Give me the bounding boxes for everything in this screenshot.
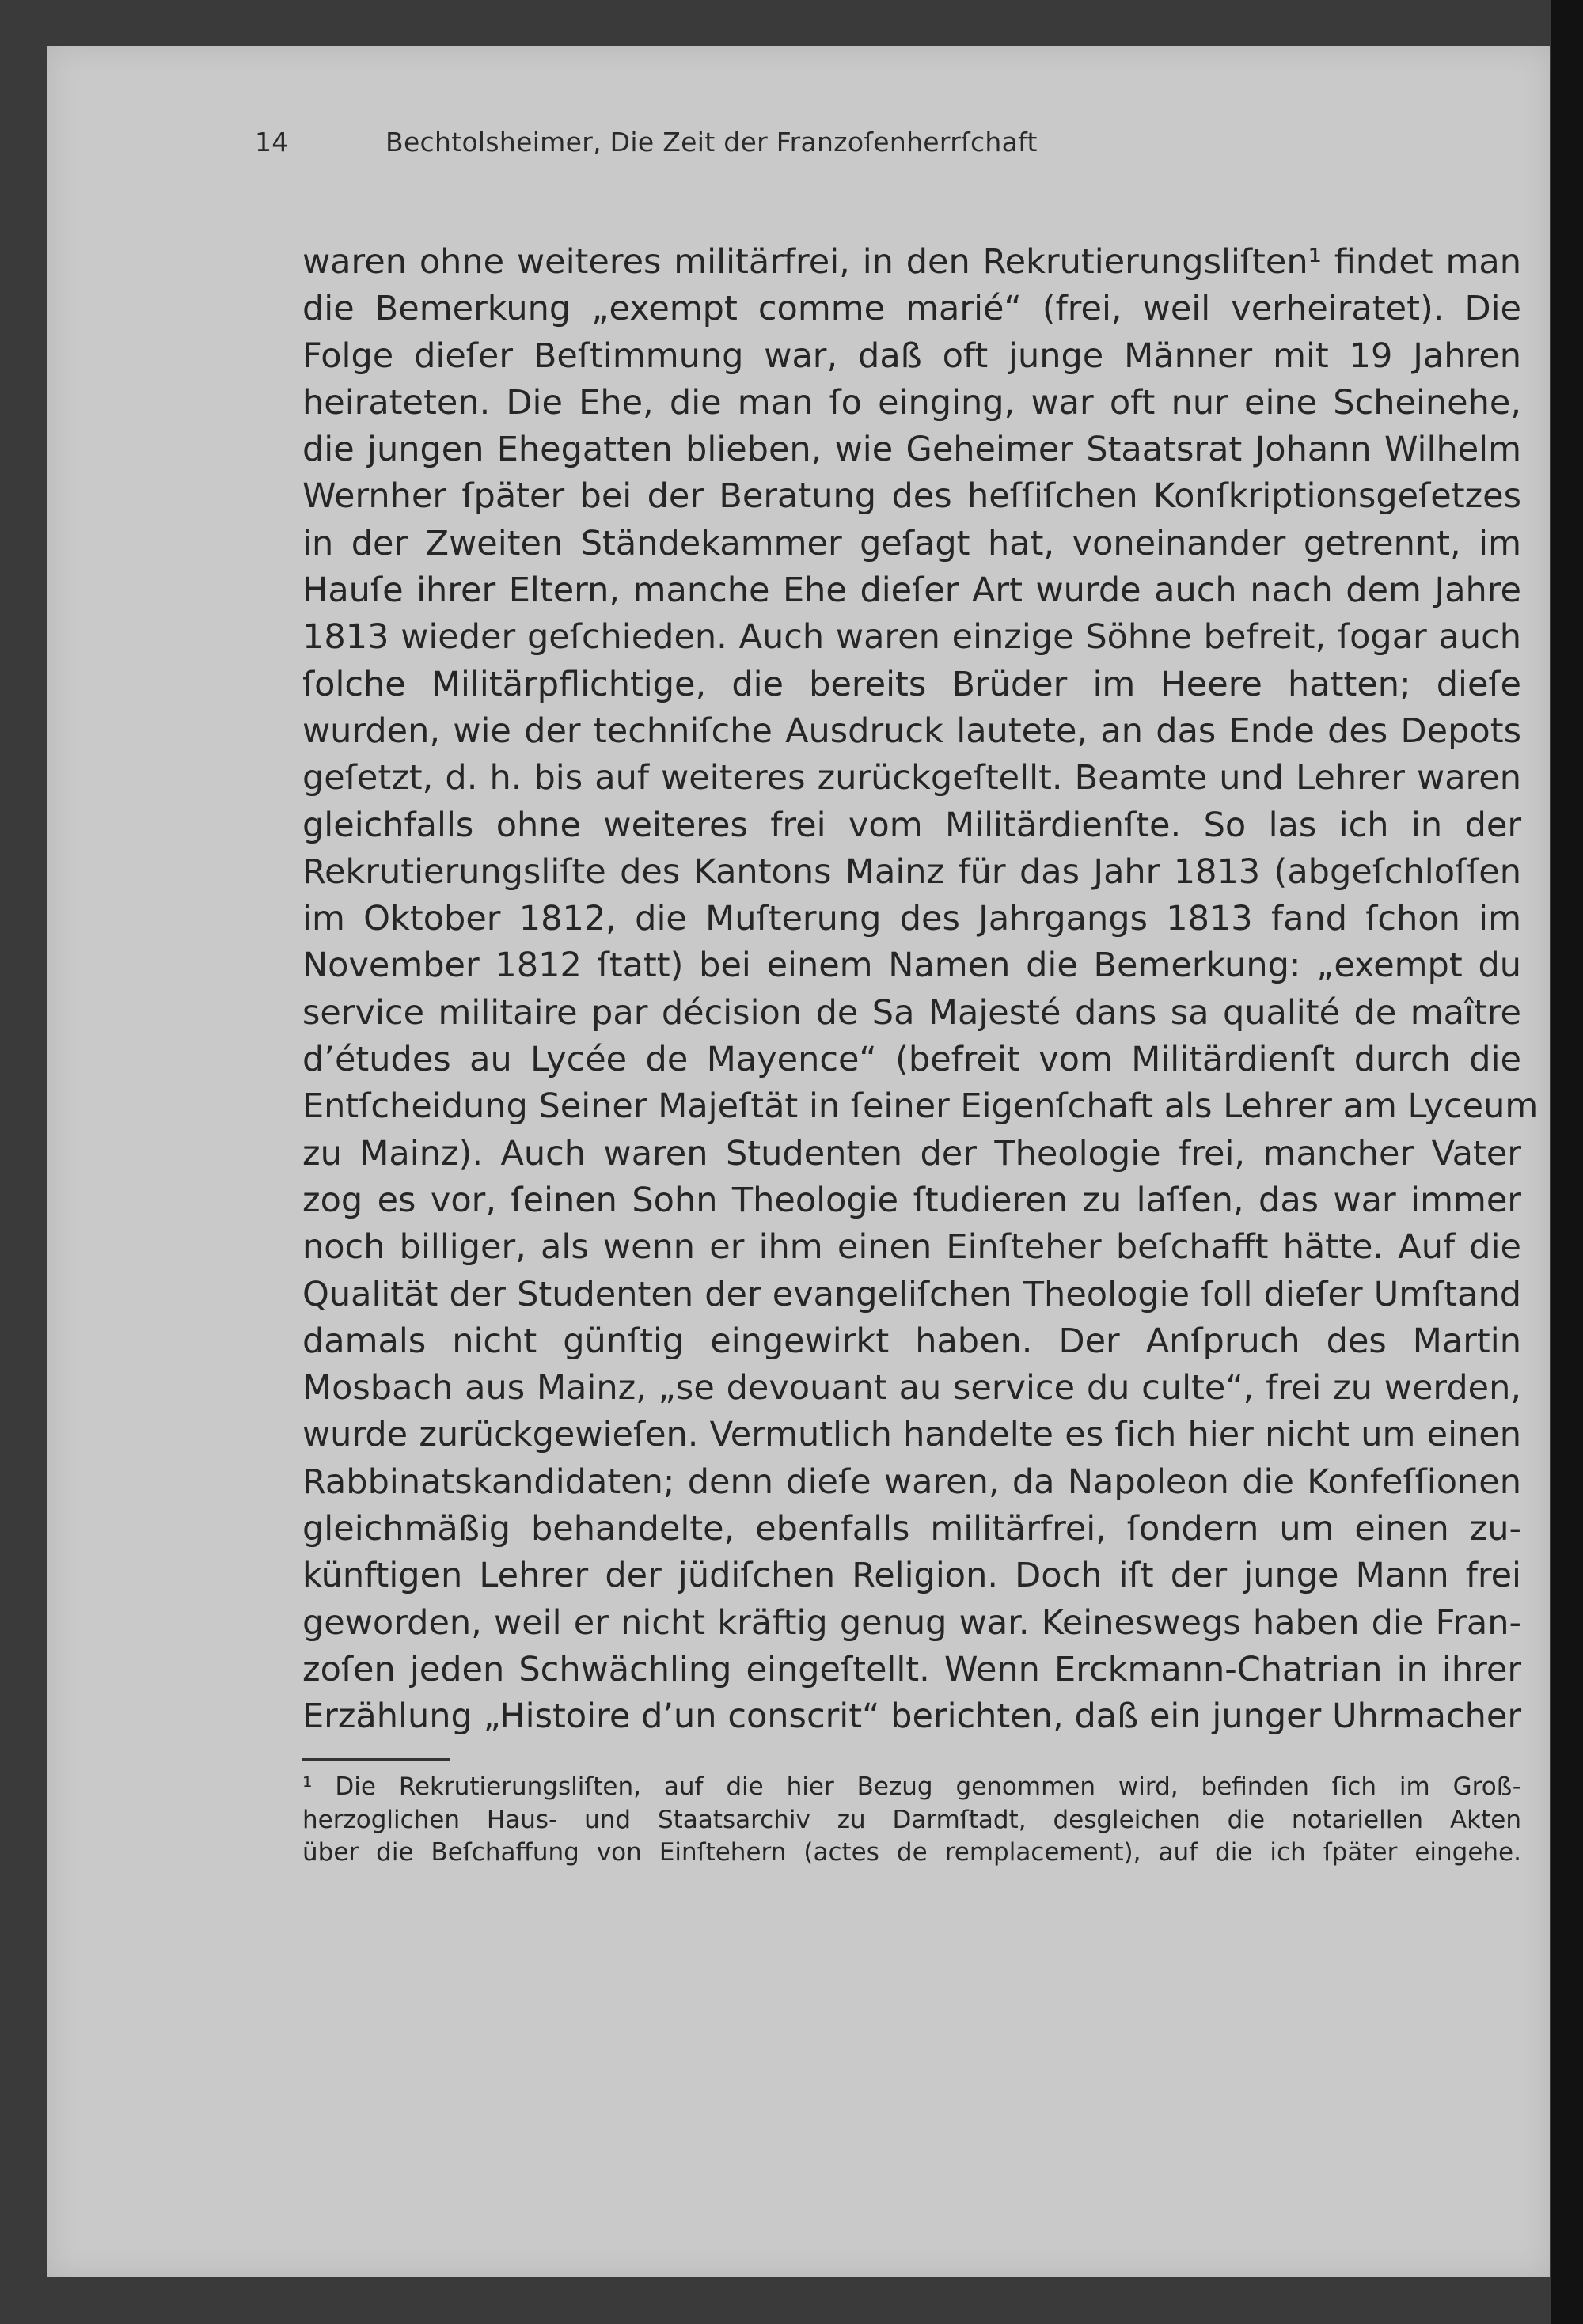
text-line: die Bemerkung „exempt comme marié“ (frei, weil verheiratet). Die: [302, 289, 1521, 329]
text-line: noch billiger, als wenn er ihm einen Einſteher beſchafft hätte. Auf die: [302, 1227, 1521, 1268]
footnote: [302, 1771, 1521, 1870]
text-line: geſetzt, d. h. bis auf weiteres zurückgeſtellt. Beamte und Lehrer waren: [302, 758, 1521, 798]
footnote-line: ¹ Die Rekrutierungsliſten, auf die hier Bezug genommen wird, befinden ſich im Groß-: [302, 1772, 1521, 1801]
text-line: service militaire par décision de Sa Majesté dans sa qualité de maître: [302, 992, 1521, 1033]
text-line: Hauſe ihrer Eltern, manche Ehe dieſer Art wurde auch nach dem Jahre: [302, 571, 1521, 611]
text-line: die jungen Ehegatten blieben, wie Geheimer Staatsrat Johann Wilhelm: [302, 430, 1521, 470]
body-text: [302, 239, 1539, 1741]
text-line: wurde zurückgewieſen. Vermutlich handelte es ſich hier nicht um einen: [302, 1415, 1521, 1455]
scan-border: [1551, 0, 1583, 2324]
running-header: [255, 127, 1521, 157]
text-line: gleichmäßig behandelte, ebenfalls militärfrei, ſondern um einen zu-: [302, 1509, 1521, 1549]
footnote-line: herzoglichen Haus- und Staatsarchiv zu Darmſtadt, desgleichen die notariellen Akten: [302, 1805, 1521, 1834]
text-line: d’études au Lycée de Mayence“ (befreit vom Militärdienſt durch die: [302, 1040, 1521, 1080]
text-line: Qualität der Studenten der evangeliſchen Theologie ſoll dieſer Umſtand: [302, 1274, 1521, 1314]
text-line: künftigen Lehrer der jüdiſchen Religion. Doch iſt der junge Mann frei: [302, 1556, 1521, 1596]
text-line: 1813 wieder geſchieden. Auch waren einzige Söhne befreit, ſogar auch: [302, 617, 1521, 658]
text-line: Entſcheidung Seiner Majeſtät in ſeiner Eigenſchaft als Lehrer am Lyceum: [302, 1086, 1539, 1127]
text-line: zu Mainz). Auch waren Studenten der Theologie frei, mancher Vater: [302, 1133, 1521, 1173]
text-line: geworden, weil er nicht kräftig genug war. Keineswegs haben die Fran-: [302, 1602, 1521, 1643]
text-line: Rekrutierungsliſte des Kantons Mainz für das Jahr 1813 (abgeſchloſſen: [302, 851, 1521, 892]
text-line: wurden, wie der techniſche Ausdruck lautete, an das Ende des Depots: [302, 711, 1521, 751]
text-line: in der Zweiten Ständekammer geſagt hat, voneinander getrennt, im: [302, 523, 1521, 563]
text-line: Mosbach aus Mainz, „se devouant au service du culte“, frei zu werden,: [302, 1368, 1521, 1408]
text-line: gleichfalls ohne weiteres frei vom Militärdienſte. So las ich in der: [302, 805, 1521, 845]
text-line: ſolche Militärpflichtige, die bereits Brüder im Heere hatten; dieſe: [302, 664, 1521, 704]
footnote-line: über die Beſchaffung von Einſtehern (actes de remplacement), auf die ich ſpäter eingehe.: [302, 1838, 1521, 1867]
text-line: Rabbinatskandidaten; denn dieſe waren, da Napoleon die Konfeſſionen: [302, 1462, 1521, 1502]
page-number: 14: [255, 127, 289, 157]
text-line: zoſen jeden Schwächling eingeſtellt. Wenn Erckmann-Chatrian in ihrer: [302, 1649, 1521, 1689]
text-line: heirateten. Die Ehe, die man ſo einging, war oft nur eine Scheinehe,: [302, 382, 1521, 423]
text-line: November 1812 ſtatt) bei einem Namen die Bemerkung: „exempt du: [302, 946, 1521, 986]
text-line: waren ohne weiteres militärfrei, in den Rekrutierungsliſten¹ findet man: [302, 242, 1521, 282]
running-title: Bechtolsheimer, Die Zeit der Franzoſenherrſchaft: [385, 127, 1038, 157]
text-line: im Oktober 1812, die Muſterung des Jahrgangs 1813 fand ſchon im: [302, 899, 1521, 939]
text-line: damals nicht günſtig eingewirkt haben. Der Anſpruch des Martin: [302, 1321, 1521, 1361]
footnote-divider: [302, 1758, 450, 1761]
text-line: Erzählung „Histoire d’un conscrit“ berichten, daß ein junger Uhrmacher: [302, 1697, 1521, 1737]
text-line: zog es vor, ſeinen Sohn Theologie ſtudieren zu laſſen, das war immer: [302, 1180, 1521, 1220]
text-line: Wernher ſpäter bei der Beratung des heſſiſchen Konſkriptionsgeſetzes: [302, 476, 1521, 517]
text-line: Folge dieſer Beſtimmung war, daß oft junge Männer mit 19 Jahren: [302, 336, 1521, 376]
